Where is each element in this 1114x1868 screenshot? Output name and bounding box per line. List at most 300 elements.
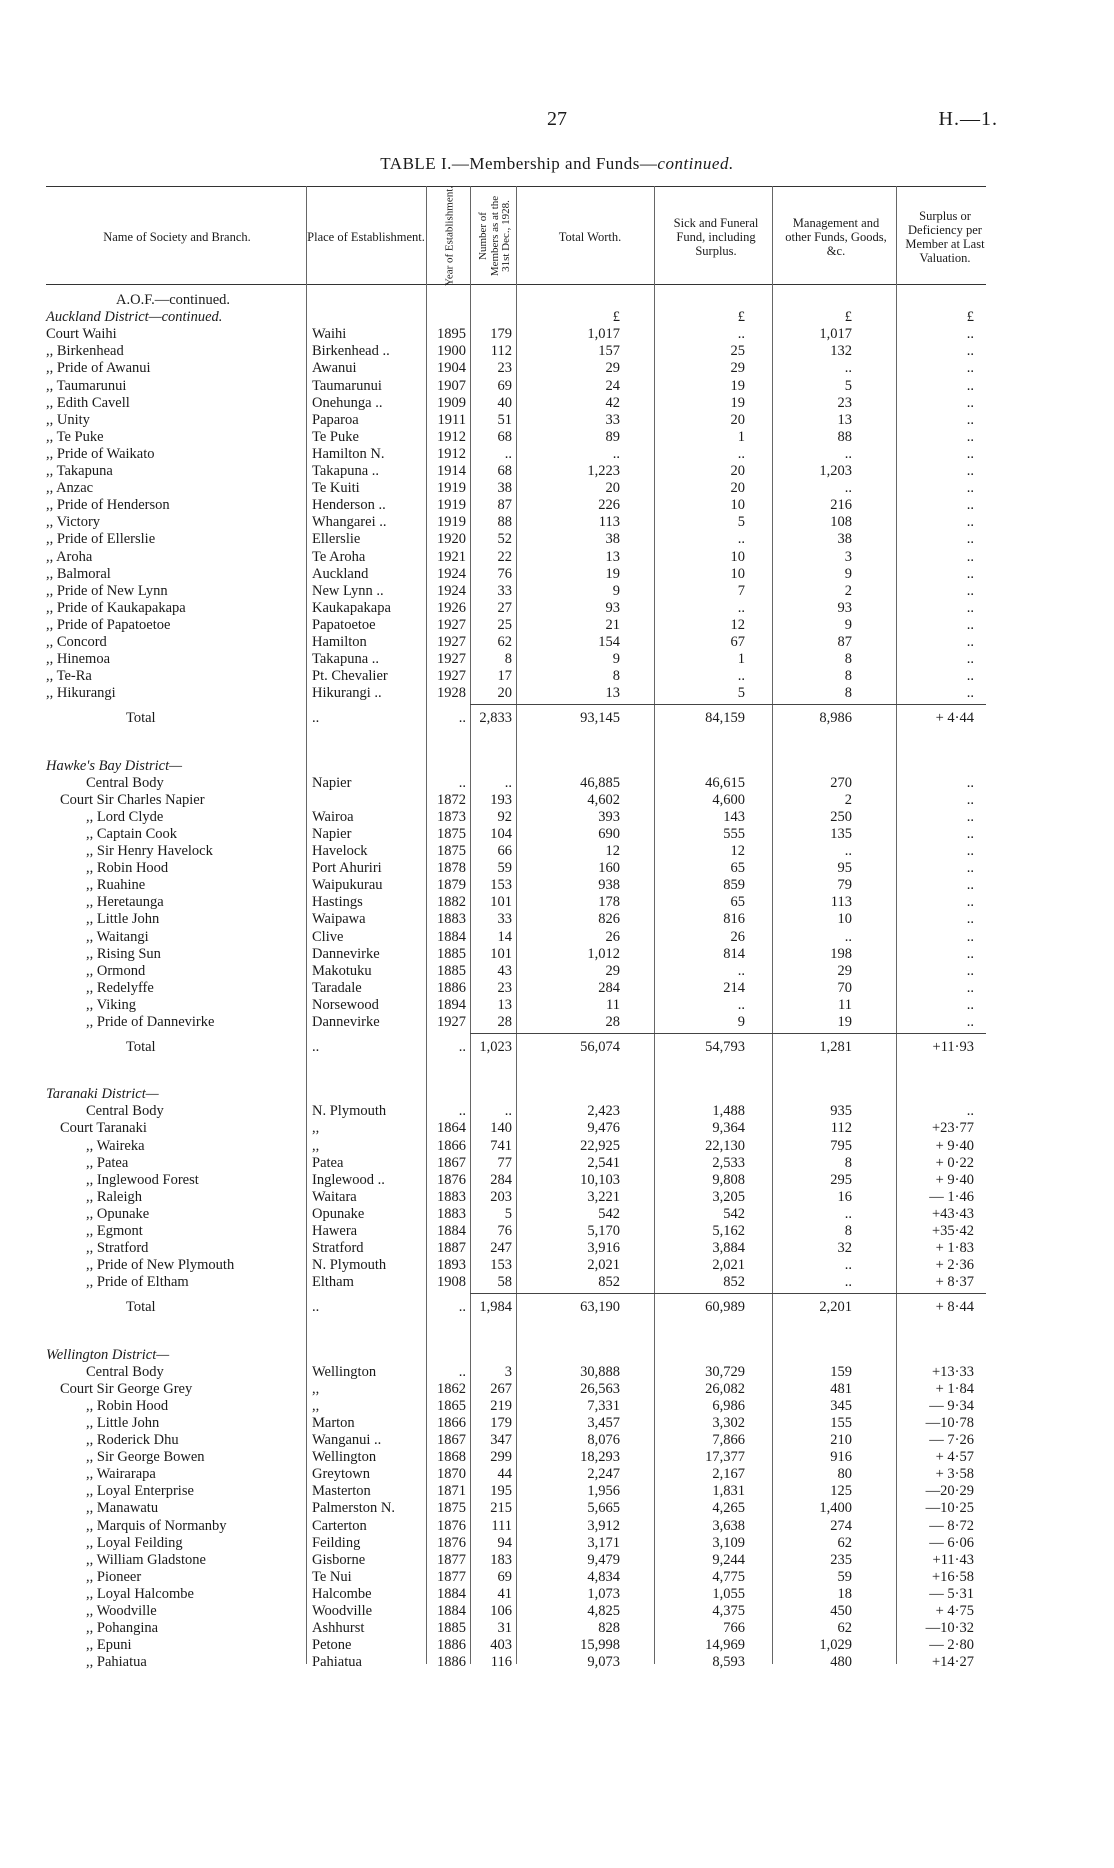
table-row bbox=[0, 668, 1114, 685]
sick-fund-cell: 19 bbox=[730, 394, 745, 411]
management-cell: 62 bbox=[837, 1620, 852, 1637]
year-cell: 1886 bbox=[437, 979, 466, 996]
section-title: Taranaki District— bbox=[46, 1086, 159, 1103]
sick-fund-cell: 67 bbox=[730, 634, 745, 650]
branch-name: ,, Victory bbox=[46, 514, 101, 531]
place-cell: Te Aroha bbox=[312, 548, 366, 565]
sick-fund-cell: 852 bbox=[723, 1274, 745, 1291]
year-cell: 1927 bbox=[437, 668, 466, 685]
table-row bbox=[0, 1138, 1114, 1155]
surplus-cell: .. bbox=[966, 825, 974, 842]
place-cell: Waitara bbox=[312, 1188, 357, 1205]
management-cell: .. bbox=[844, 445, 852, 462]
place-cell: Masterton bbox=[312, 1483, 371, 1500]
table-row bbox=[0, 463, 1114, 480]
total-worth-cell: 542 bbox=[598, 1205, 620, 1222]
table-row bbox=[0, 429, 1114, 446]
year-cell: 1927 bbox=[437, 1014, 466, 1030]
members-cell: 20 bbox=[497, 685, 512, 702]
members-cell: 87 bbox=[497, 497, 512, 514]
branch-name: ,, Loyal Enterprise bbox=[86, 1483, 194, 1500]
branch-name: ,, Loyal Feilding bbox=[86, 1534, 183, 1551]
section-heading bbox=[0, 758, 1114, 775]
branch-name: ,, Waitangi bbox=[86, 928, 149, 945]
place-cell: Wellington bbox=[312, 1449, 377, 1466]
total-worth-cell: 33 bbox=[605, 411, 620, 428]
branch-name: ,, Captain Cook bbox=[86, 825, 178, 842]
year-cell: 1924 bbox=[437, 565, 466, 582]
members-cell: 88 bbox=[497, 514, 512, 531]
sick-fund-cell: 7 bbox=[737, 582, 745, 599]
members-cell: 8 bbox=[504, 651, 512, 668]
sick-fund-cell: 60,989 bbox=[705, 1299, 745, 1316]
total-worth-cell: 9,073 bbox=[587, 1654, 620, 1671]
surplus-cell: — 6·06 bbox=[929, 1534, 974, 1551]
table-row bbox=[0, 809, 1114, 826]
total-row bbox=[0, 1299, 1114, 1316]
management-cell: 2 bbox=[844, 582, 852, 599]
management-cell: 345 bbox=[830, 1397, 852, 1414]
management-cell: 2,201 bbox=[819, 1299, 852, 1316]
table-row bbox=[0, 514, 1114, 531]
page-number: 27 bbox=[547, 108, 567, 130]
branch-name: Central Body bbox=[86, 774, 164, 791]
place-cell: Te Kuiti bbox=[312, 480, 360, 497]
place-cell: Inglewood .. bbox=[312, 1171, 385, 1188]
branch-name: Total bbox=[126, 1299, 156, 1316]
branch-name: ,, Takapuna bbox=[46, 463, 113, 479]
currency-unit: £ bbox=[737, 309, 745, 326]
members-cell: 68 bbox=[497, 463, 512, 479]
management-cell: 80 bbox=[837, 1466, 852, 1483]
section-title: Auckland District—continued. bbox=[46, 309, 223, 326]
surplus-cell: .. bbox=[966, 428, 974, 445]
table-row bbox=[0, 531, 1114, 548]
sick-fund-cell: 9 bbox=[737, 1014, 745, 1030]
year-cell: .. bbox=[458, 1299, 466, 1316]
place-cell: Clive bbox=[312, 928, 344, 945]
table-row bbox=[0, 980, 1114, 997]
table-row bbox=[0, 480, 1114, 497]
sick-fund-cell: 65 bbox=[730, 894, 745, 911]
sick-fund-cell: 4,265 bbox=[712, 1500, 745, 1517]
sick-fund-cell: .. bbox=[737, 326, 745, 343]
total-worth-cell: 826 bbox=[598, 911, 620, 928]
surplus-cell: .. bbox=[966, 343, 974, 360]
sick-fund-cell: 4,775 bbox=[712, 1568, 745, 1585]
sick-fund-cell: 29 bbox=[730, 360, 745, 377]
members-cell: 13 bbox=[497, 996, 512, 1013]
members-cell: 33 bbox=[497, 582, 512, 599]
branch-name: ,, Egmont bbox=[86, 1223, 143, 1239]
place-cell: Dannevirke bbox=[312, 945, 380, 962]
year-cell: 1878 bbox=[437, 860, 466, 877]
management-cell: 480 bbox=[830, 1654, 852, 1671]
surplus-cell: +35·42 bbox=[931, 1223, 974, 1239]
surplus-cell: +16·58 bbox=[931, 1568, 974, 1585]
sick-fund-cell: 26 bbox=[730, 928, 745, 945]
year-cell: 1908 bbox=[437, 1274, 466, 1291]
table-row bbox=[0, 497, 1114, 514]
total-worth-cell: 4,602 bbox=[587, 791, 620, 808]
place-cell: Petone bbox=[312, 1637, 352, 1654]
total-worth-cell: 20 bbox=[605, 480, 620, 497]
year-cell: 1866 bbox=[437, 1137, 466, 1154]
table-row bbox=[0, 1223, 1114, 1240]
year-cell: 1927 bbox=[437, 651, 466, 668]
year-cell: 1924 bbox=[437, 582, 466, 599]
col-header-sick: Sick and Funeral Fund, including Surplus. bbox=[673, 216, 759, 258]
management-cell: 8 bbox=[844, 668, 852, 685]
table-row bbox=[0, 1364, 1114, 1381]
year-cell: 1862 bbox=[437, 1380, 466, 1397]
branch-name: Court Taranaki bbox=[60, 1120, 147, 1137]
place-cell: Pt. Chevalier bbox=[312, 668, 388, 685]
branch-name: Court Sir George Grey bbox=[60, 1380, 193, 1397]
total-worth-cell: 63,190 bbox=[580, 1299, 620, 1316]
members-cell: 58 bbox=[497, 1274, 512, 1291]
sick-fund-cell: 816 bbox=[723, 911, 745, 928]
branch-name: ,, Raleigh bbox=[86, 1188, 142, 1205]
surplus-cell: +11·93 bbox=[932, 1039, 974, 1056]
year-cell: 1926 bbox=[437, 599, 466, 616]
members-cell: 219 bbox=[490, 1397, 512, 1414]
members-cell: 183 bbox=[490, 1551, 512, 1568]
management-cell: 159 bbox=[830, 1363, 852, 1380]
management-cell: 216 bbox=[830, 497, 852, 514]
year-cell: 1912 bbox=[437, 428, 466, 445]
management-cell: 9 bbox=[844, 616, 852, 633]
sick-fund-cell: 17,377 bbox=[705, 1449, 745, 1466]
surplus-cell: + 1·84 bbox=[935, 1380, 974, 1397]
members-cell: 69 bbox=[497, 1568, 512, 1585]
sick-fund-cell: 3,205 bbox=[712, 1188, 745, 1205]
place-cell: Hawera bbox=[312, 1223, 358, 1239]
surplus-cell: .. bbox=[966, 582, 974, 599]
table-row bbox=[0, 877, 1114, 894]
table-row bbox=[0, 946, 1114, 963]
management-cell: 11 bbox=[838, 996, 852, 1013]
table-row bbox=[0, 1206, 1114, 1223]
sick-fund-cell: 12 bbox=[730, 843, 745, 859]
management-cell: 113 bbox=[830, 894, 852, 911]
sick-fund-cell: 1,831 bbox=[712, 1483, 745, 1500]
place-cell: Palmerston N. bbox=[312, 1500, 395, 1517]
place-cell: Wanganui .. bbox=[312, 1432, 382, 1448]
total-row bbox=[0, 1039, 1114, 1056]
surplus-cell: + 8·44 bbox=[935, 1299, 974, 1316]
surplus-cell: .. bbox=[966, 1014, 974, 1030]
management-cell: .. bbox=[844, 360, 852, 377]
section-title: Hawke's Bay District— bbox=[46, 757, 183, 774]
table-row bbox=[0, 685, 1114, 702]
sick-fund-cell: 143 bbox=[723, 808, 745, 825]
section-heading bbox=[0, 1086, 1114, 1103]
total-worth-cell: 21 bbox=[605, 616, 620, 633]
total-worth-cell: 2,423 bbox=[587, 1103, 620, 1120]
branch-name: ,, Robin Hood bbox=[86, 1397, 169, 1414]
branch-name: ,, William Gladstone bbox=[86, 1551, 206, 1568]
surplus-cell: — 9·34 bbox=[929, 1397, 974, 1414]
total-worth-cell: 24 bbox=[605, 377, 620, 394]
sick-fund-cell: 1 bbox=[737, 428, 745, 445]
members-cell: 59 bbox=[497, 860, 512, 877]
members-cell: 41 bbox=[497, 1585, 512, 1602]
total-worth-cell: 2,021 bbox=[587, 1257, 620, 1274]
management-cell: 8,986 bbox=[819, 710, 852, 727]
year-cell: .. bbox=[458, 1039, 466, 1056]
members-cell: 28 bbox=[497, 1014, 512, 1030]
total-worth-cell: 3,221 bbox=[587, 1188, 620, 1205]
table-title-main: TABLE I.—Membership and Funds— bbox=[380, 154, 658, 173]
sick-fund-cell: 1,055 bbox=[712, 1585, 745, 1602]
branch-name: ,, Roderick Dhu bbox=[86, 1432, 179, 1448]
table-row bbox=[0, 843, 1114, 860]
sick-fund-cell: 12 bbox=[730, 616, 745, 633]
table-row bbox=[0, 549, 1114, 566]
table-row bbox=[0, 651, 1114, 668]
sick-fund-cell: 7,866 bbox=[712, 1432, 745, 1448]
sick-fund-cell: 6,986 bbox=[712, 1397, 745, 1414]
members-cell: 76 bbox=[497, 1223, 512, 1239]
table-row bbox=[0, 412, 1114, 429]
members-cell: 106 bbox=[490, 1603, 512, 1619]
table-row bbox=[0, 1415, 1114, 1432]
members-cell: 203 bbox=[490, 1188, 512, 1205]
surplus-cell: + 9·40 bbox=[935, 1171, 974, 1188]
members-cell: 22 bbox=[497, 548, 512, 565]
year-cell: 1893 bbox=[437, 1257, 466, 1274]
table-row bbox=[0, 326, 1114, 343]
place-cell: Patea bbox=[312, 1154, 344, 1171]
total-rule bbox=[470, 1293, 986, 1294]
sick-fund-cell: 2,533 bbox=[712, 1154, 745, 1171]
management-cell: 135 bbox=[830, 825, 852, 842]
surplus-cell: .. bbox=[966, 996, 974, 1013]
section-title: Wellington District— bbox=[46, 1346, 170, 1363]
members-cell: .. bbox=[504, 1103, 512, 1120]
members-cell: 2,833 bbox=[479, 710, 512, 727]
year-cell: 1884 bbox=[437, 1585, 466, 1602]
place-cell: .. bbox=[312, 1039, 320, 1056]
year-cell: 1882 bbox=[437, 894, 466, 911]
members-cell: 299 bbox=[490, 1449, 512, 1466]
total-worth-cell: 26 bbox=[605, 928, 620, 945]
surplus-cell: .. bbox=[966, 463, 974, 479]
sick-fund-cell: 30,729 bbox=[705, 1363, 745, 1380]
sick-fund-cell: 766 bbox=[723, 1620, 745, 1637]
place-cell: Paparoa bbox=[312, 411, 359, 428]
year-cell: 1920 bbox=[437, 531, 466, 548]
col-header-total: Total Worth. bbox=[558, 230, 622, 244]
management-cell: 1,400 bbox=[819, 1500, 852, 1517]
surplus-cell: .. bbox=[966, 808, 974, 825]
year-cell: .. bbox=[458, 710, 466, 727]
table-row bbox=[0, 1155, 1114, 1172]
surplus-cell: .. bbox=[966, 1103, 974, 1120]
surplus-cell: .. bbox=[966, 945, 974, 962]
management-cell: 198 bbox=[830, 945, 852, 962]
sick-fund-cell: 859 bbox=[723, 877, 745, 894]
branch-name: ,, Pahiatua bbox=[86, 1654, 147, 1671]
table-row bbox=[0, 1103, 1114, 1120]
branch-name: ,, Pride of Ellerslie bbox=[46, 531, 156, 548]
year-cell: 1865 bbox=[437, 1397, 466, 1414]
surplus-cell: .. bbox=[966, 599, 974, 616]
branch-name: Total bbox=[126, 1039, 156, 1056]
place-cell: Havelock bbox=[312, 843, 368, 859]
surplus-cell: — 7·26 bbox=[929, 1432, 974, 1448]
place-cell: Takapuna .. bbox=[312, 463, 380, 479]
branch-name: Court Sir Charles Napier bbox=[60, 791, 205, 808]
sick-fund-cell: 9,808 bbox=[712, 1171, 745, 1188]
place-cell: Auckland bbox=[312, 565, 369, 582]
surplus-cell: +13·33 bbox=[931, 1363, 974, 1380]
total-worth-cell: 113 bbox=[598, 514, 620, 531]
year-cell: 1868 bbox=[437, 1449, 466, 1466]
place-cell: Hikurangi .. bbox=[312, 685, 382, 702]
total-row bbox=[0, 710, 1114, 727]
sick-fund-cell: .. bbox=[737, 996, 745, 1013]
total-worth-cell: 42 bbox=[605, 394, 620, 411]
place-cell: Greytown bbox=[312, 1466, 370, 1483]
members-cell: .. bbox=[504, 445, 512, 462]
branch-name: ,, Pride of New Plymouth bbox=[86, 1257, 235, 1274]
surplus-cell: —10·25 bbox=[925, 1500, 974, 1517]
branch-name: ,, Pride of New Lynn bbox=[46, 582, 168, 599]
sick-fund-cell: .. bbox=[737, 962, 745, 979]
units-row bbox=[0, 309, 1114, 326]
surplus-cell: .. bbox=[966, 326, 974, 343]
currency-unit: £ bbox=[844, 309, 852, 326]
total-worth-cell: 3,916 bbox=[587, 1240, 620, 1257]
management-cell: 29 bbox=[837, 962, 852, 979]
sick-fund-cell: 4,600 bbox=[712, 791, 745, 808]
management-cell: 88 bbox=[837, 428, 852, 445]
management-cell: .. bbox=[844, 928, 852, 945]
branch-name: Total bbox=[126, 710, 156, 727]
members-cell: 195 bbox=[490, 1483, 512, 1500]
year-cell: 1885 bbox=[437, 962, 466, 979]
year-cell: 1873 bbox=[437, 808, 466, 825]
management-cell: 935 bbox=[830, 1103, 852, 1120]
section-heading bbox=[0, 292, 1114, 309]
sick-fund-cell: 54,793 bbox=[705, 1039, 745, 1056]
place-cell: Waihi bbox=[312, 326, 347, 343]
surplus-cell: + 4·75 bbox=[935, 1603, 974, 1619]
management-cell: 8 bbox=[844, 685, 852, 702]
members-cell: 101 bbox=[490, 894, 512, 911]
members-cell: 27 bbox=[497, 599, 512, 616]
branch-name: ,, Pride of Dannevirke bbox=[86, 1014, 215, 1030]
sick-fund-cell: 542 bbox=[723, 1205, 745, 1222]
surplus-cell: .. bbox=[966, 531, 974, 548]
year-cell: 1872 bbox=[437, 791, 466, 808]
management-cell: 295 bbox=[830, 1171, 852, 1188]
year-cell: 1870 bbox=[437, 1466, 466, 1483]
branch-name: Central Body bbox=[86, 1363, 164, 1380]
sick-fund-cell: 9,364 bbox=[712, 1120, 745, 1137]
table-row bbox=[0, 1569, 1114, 1586]
surplus-cell: .. bbox=[966, 774, 974, 791]
place-cell: Taradale bbox=[312, 979, 362, 996]
place-cell: Te Puke bbox=[312, 428, 359, 445]
surplus-cell: .. bbox=[966, 480, 974, 497]
table-row bbox=[0, 894, 1114, 911]
place-cell: Papatoetoe bbox=[312, 616, 376, 633]
members-cell: 43 bbox=[497, 962, 512, 979]
sick-fund-cell: 8,593 bbox=[712, 1654, 745, 1671]
place-cell: Feilding bbox=[312, 1534, 361, 1551]
branch-name: ,, Birkenhead bbox=[46, 343, 124, 360]
sick-fund-cell: 555 bbox=[723, 825, 745, 842]
branch-name: ,, Stratford bbox=[86, 1240, 149, 1257]
members-cell: 101 bbox=[490, 945, 512, 962]
total-worth-cell: 828 bbox=[598, 1620, 620, 1637]
table-row bbox=[0, 1240, 1114, 1257]
members-cell: 25 bbox=[497, 616, 512, 633]
branch-name: ,, Manawatu bbox=[86, 1500, 159, 1517]
total-worth-cell: 9,479 bbox=[587, 1551, 620, 1568]
total-worth-cell: 4,834 bbox=[587, 1568, 620, 1585]
table-title bbox=[0, 154, 1114, 174]
col-header-members-text: Number of Members as at the 31st Dec., 1928. bbox=[476, 195, 512, 277]
members-cell: 112 bbox=[490, 343, 512, 360]
year-cell: .. bbox=[458, 1363, 466, 1380]
year-cell: 1895 bbox=[437, 326, 466, 343]
sick-fund-cell: 3,884 bbox=[712, 1240, 745, 1257]
sick-fund-cell: 1,488 bbox=[712, 1103, 745, 1120]
sick-fund-cell: 4,375 bbox=[712, 1603, 745, 1619]
management-cell: 112 bbox=[830, 1120, 852, 1137]
sick-fund-cell: .. bbox=[737, 531, 745, 548]
branch-name: ,, Redelyffe bbox=[86, 979, 154, 996]
year-cell: 1876 bbox=[437, 1534, 466, 1551]
members-cell: 179 bbox=[490, 1414, 512, 1431]
management-cell: 16 bbox=[837, 1188, 852, 1205]
branch-name: ,, Taumarunui bbox=[46, 377, 127, 394]
total-worth-cell: 46,885 bbox=[580, 774, 620, 791]
place-cell: Henderson .. bbox=[312, 497, 386, 514]
place-cell: Hastings bbox=[312, 894, 363, 911]
branch-name: ,, Pride of Waikato bbox=[46, 445, 155, 462]
management-cell: 32 bbox=[837, 1240, 852, 1257]
sick-fund-cell: 5 bbox=[737, 514, 745, 531]
document-reference: H.—1. bbox=[938, 108, 998, 130]
total-worth-cell: 2,247 bbox=[587, 1466, 620, 1483]
table-row bbox=[0, 583, 1114, 600]
sick-fund-cell: 814 bbox=[723, 945, 745, 962]
total-worth-cell: 393 bbox=[598, 808, 620, 825]
surplus-cell: .. bbox=[966, 565, 974, 582]
members-cell: 44 bbox=[497, 1466, 512, 1483]
total-worth-cell: 93,145 bbox=[580, 710, 620, 727]
table-row bbox=[0, 775, 1114, 792]
management-cell: 108 bbox=[830, 514, 852, 531]
branch-name: ,, Little John bbox=[86, 1414, 160, 1431]
table-row bbox=[0, 1483, 1114, 1500]
members-cell: 23 bbox=[497, 979, 512, 996]
surplus-cell: + 0·22 bbox=[935, 1154, 974, 1171]
management-cell: 70 bbox=[837, 979, 852, 996]
members-cell: 179 bbox=[490, 326, 512, 343]
surplus-cell: —10·78 bbox=[925, 1414, 974, 1431]
surplus-cell: — 5·31 bbox=[929, 1585, 974, 1602]
year-cell: 1919 bbox=[437, 514, 466, 531]
management-cell: 274 bbox=[830, 1517, 852, 1534]
year-cell: 1904 bbox=[437, 360, 466, 377]
year-cell: 1879 bbox=[437, 877, 466, 894]
